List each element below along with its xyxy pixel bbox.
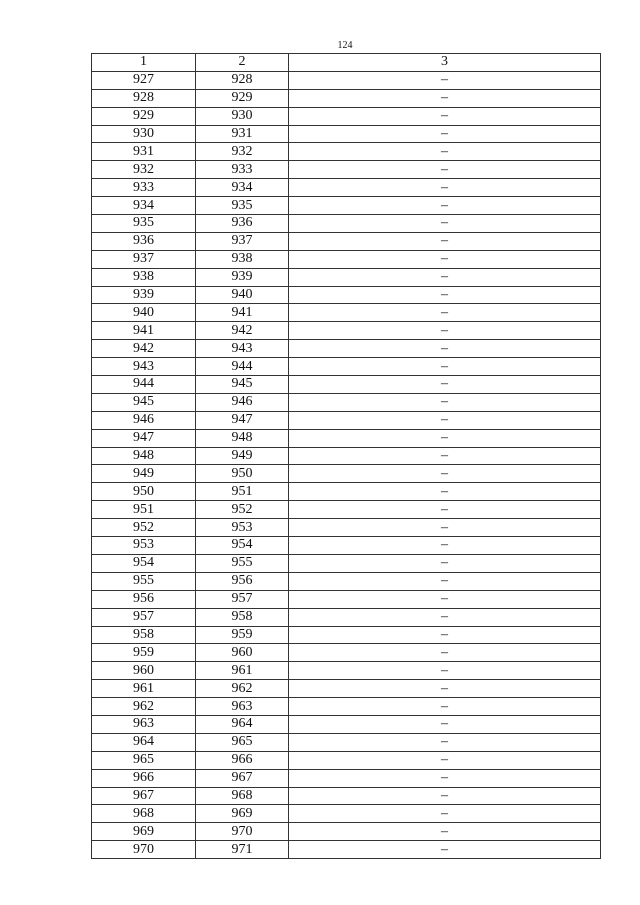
table-cell-col-3: – bbox=[289, 340, 601, 358]
table-row bbox=[92, 823, 601, 841]
table-cell-col-3: – bbox=[289, 447, 601, 465]
table-row bbox=[92, 143, 601, 161]
table-cell-col-3: – bbox=[289, 304, 601, 322]
table-cell-col-3: – bbox=[289, 787, 601, 805]
table-row bbox=[92, 125, 601, 143]
table-cell-col-3: – bbox=[289, 715, 601, 733]
table-cell-col-2: 962 bbox=[196, 680, 289, 698]
table-cell-col-2: 968 bbox=[196, 787, 289, 805]
table-cell-col-3: – bbox=[289, 286, 601, 304]
table-cell-col-1: 937 bbox=[92, 250, 196, 268]
table-cell-col-3: – bbox=[289, 733, 601, 751]
table-row bbox=[92, 626, 601, 644]
table-cell-col-1: 931 bbox=[92, 143, 196, 161]
table-cell-col-2: 954 bbox=[196, 537, 289, 555]
table-cell-col-2: 942 bbox=[196, 322, 289, 340]
table-cell-col-1: 968 bbox=[92, 805, 196, 823]
table-row bbox=[92, 71, 601, 89]
table-cell-col-3: – bbox=[289, 519, 601, 537]
table-cell-col-3: – bbox=[289, 429, 601, 447]
table-cell-col-2: 946 bbox=[196, 393, 289, 411]
page-number: 124 bbox=[337, 40, 353, 51]
table-cell-col-2: 951 bbox=[196, 483, 289, 501]
table-cell-col-2: 964 bbox=[196, 715, 289, 733]
table-cell-col-1: 961 bbox=[92, 680, 196, 698]
table-cell-col-1: 965 bbox=[92, 751, 196, 769]
table-cell-col-2: 963 bbox=[196, 698, 289, 716]
table-cell-col-1: 962 bbox=[92, 698, 196, 716]
column-header-3: 3 bbox=[289, 54, 601, 72]
table-cell-col-3: – bbox=[289, 554, 601, 572]
table-cell-col-1: 970 bbox=[92, 841, 196, 859]
table-cell-col-1: 955 bbox=[92, 572, 196, 590]
header-row bbox=[92, 54, 601, 72]
table-cell-col-1: 936 bbox=[92, 232, 196, 250]
table-cell-col-1: 938 bbox=[92, 268, 196, 286]
table-cell-col-1: 942 bbox=[92, 340, 196, 358]
table-row bbox=[92, 215, 601, 233]
table-cell-col-3: – bbox=[289, 179, 601, 197]
table-cell-col-3: – bbox=[289, 197, 601, 215]
table-row bbox=[92, 340, 601, 358]
table-row bbox=[92, 662, 601, 680]
table-row bbox=[92, 179, 601, 197]
table-cell-col-2: 928 bbox=[196, 71, 289, 89]
table-cell-col-1: 950 bbox=[92, 483, 196, 501]
table-row bbox=[92, 232, 601, 250]
table-row bbox=[92, 304, 601, 322]
table-cell-col-3: – bbox=[289, 698, 601, 716]
table-cell-col-3: – bbox=[289, 465, 601, 483]
table-cell-col-1: 930 bbox=[92, 125, 196, 143]
table-row bbox=[92, 483, 601, 501]
table-cell-col-3: – bbox=[289, 215, 601, 233]
table-row bbox=[92, 751, 601, 769]
table-cell-col-1: 948 bbox=[92, 447, 196, 465]
table-cell-col-2: 966 bbox=[196, 751, 289, 769]
table-cell-col-1: 964 bbox=[92, 733, 196, 751]
table-row bbox=[92, 197, 601, 215]
table-cell-col-1: 956 bbox=[92, 590, 196, 608]
table-cell-col-1: 927 bbox=[92, 71, 196, 89]
table-row bbox=[92, 733, 601, 751]
table-cell-col-1: 928 bbox=[92, 89, 196, 107]
table-cell-col-2: 930 bbox=[196, 107, 289, 125]
table-cell-col-2: 956 bbox=[196, 572, 289, 590]
table-row bbox=[92, 644, 601, 662]
table-cell-col-2: 934 bbox=[196, 179, 289, 197]
table-cell-col-2: 959 bbox=[196, 626, 289, 644]
table-cell-col-2: 935 bbox=[196, 197, 289, 215]
table-row bbox=[92, 608, 601, 626]
table-cell-col-3: – bbox=[289, 572, 601, 590]
table-cell-col-1: 932 bbox=[92, 161, 196, 179]
table-cell-col-3: – bbox=[289, 841, 601, 859]
table-cell-col-2: 953 bbox=[196, 519, 289, 537]
table-row bbox=[92, 787, 601, 805]
table-header bbox=[92, 54, 601, 72]
table-cell-col-1: 933 bbox=[92, 179, 196, 197]
table-row bbox=[92, 554, 601, 572]
table-cell-col-2: 939 bbox=[196, 268, 289, 286]
table-cell-col-1: 946 bbox=[92, 411, 196, 429]
table-row bbox=[92, 358, 601, 376]
table-row bbox=[92, 501, 601, 519]
table-cell-col-1: 953 bbox=[92, 537, 196, 555]
column-header-1: 1 bbox=[92, 54, 196, 72]
table-cell-col-2: 955 bbox=[196, 554, 289, 572]
table-cell-col-2: 938 bbox=[196, 250, 289, 268]
table-row bbox=[92, 429, 601, 447]
table-row bbox=[92, 393, 601, 411]
table-cell-col-3: – bbox=[289, 537, 601, 555]
table-cell-col-3: – bbox=[289, 501, 601, 519]
table-cell-col-2: 970 bbox=[196, 823, 289, 841]
table-cell-col-1: 959 bbox=[92, 644, 196, 662]
table-cell-col-2: 944 bbox=[196, 358, 289, 376]
table-cell-col-3: – bbox=[289, 769, 601, 787]
table-cell-col-1: 947 bbox=[92, 429, 196, 447]
table-cell-col-2: 961 bbox=[196, 662, 289, 680]
table-cell-col-3: – bbox=[289, 823, 601, 841]
table-cell-col-1: 934 bbox=[92, 197, 196, 215]
table-cell-col-3: – bbox=[289, 125, 601, 143]
table-cell-col-3: – bbox=[289, 268, 601, 286]
table-cell-col-3: – bbox=[289, 358, 601, 376]
table-row bbox=[92, 411, 601, 429]
table-cell-col-1: 940 bbox=[92, 304, 196, 322]
table-cell-col-1: 941 bbox=[92, 322, 196, 340]
table-cell-col-3: – bbox=[289, 89, 601, 107]
table-cell-col-2: 965 bbox=[196, 733, 289, 751]
table-cell-col-3: – bbox=[289, 590, 601, 608]
table-cell-col-3: – bbox=[289, 376, 601, 394]
table-cell-col-1: 949 bbox=[92, 465, 196, 483]
table-row bbox=[92, 715, 601, 733]
data-table bbox=[91, 53, 601, 859]
table-cell-col-1: 943 bbox=[92, 358, 196, 376]
table-cell-col-2: 958 bbox=[196, 608, 289, 626]
table-row bbox=[92, 89, 601, 107]
table-cell-col-2: 950 bbox=[196, 465, 289, 483]
table-cell-col-1: 952 bbox=[92, 519, 196, 537]
table-cell-col-1: 966 bbox=[92, 769, 196, 787]
table-cell-col-3: – bbox=[289, 161, 601, 179]
table-row bbox=[92, 841, 601, 859]
table-cell-col-1: 939 bbox=[92, 286, 196, 304]
table-cell-col-3: – bbox=[289, 250, 601, 268]
table-cell-col-2: 936 bbox=[196, 215, 289, 233]
table-row bbox=[92, 680, 601, 698]
table-cell-col-3: – bbox=[289, 626, 601, 644]
table-row bbox=[92, 250, 601, 268]
table-cell-col-1: 960 bbox=[92, 662, 196, 680]
table-cell-col-3: – bbox=[289, 393, 601, 411]
table-row bbox=[92, 537, 601, 555]
table-body bbox=[92, 71, 601, 858]
table-cell-col-2: 931 bbox=[196, 125, 289, 143]
table-cell-col-2: 943 bbox=[196, 340, 289, 358]
table-row bbox=[92, 572, 601, 590]
table-cell-col-3: – bbox=[289, 232, 601, 250]
table-cell-col-3: – bbox=[289, 805, 601, 823]
table-cell-col-1: 944 bbox=[92, 376, 196, 394]
table-cell-col-1: 963 bbox=[92, 715, 196, 733]
table-cell-col-3: – bbox=[289, 662, 601, 680]
table-cell-col-2: 949 bbox=[196, 447, 289, 465]
table-cell-col-2: 952 bbox=[196, 501, 289, 519]
table-row bbox=[92, 590, 601, 608]
table-cell-col-3: – bbox=[289, 322, 601, 340]
table-cell-col-3: – bbox=[289, 680, 601, 698]
table-cell-col-2: 937 bbox=[196, 232, 289, 250]
table-cell-col-3: – bbox=[289, 751, 601, 769]
table-cell-col-1: 967 bbox=[92, 787, 196, 805]
table-cell-col-2: 940 bbox=[196, 286, 289, 304]
table-cell-col-2: 932 bbox=[196, 143, 289, 161]
table-row bbox=[92, 769, 601, 787]
table-row bbox=[92, 698, 601, 716]
table-row bbox=[92, 519, 601, 537]
table-cell-col-3: – bbox=[289, 71, 601, 89]
table-cell-col-1: 954 bbox=[92, 554, 196, 572]
table-row bbox=[92, 268, 601, 286]
table-cell-col-2: 971 bbox=[196, 841, 289, 859]
table-cell-col-3: – bbox=[289, 107, 601, 125]
table-row bbox=[92, 465, 601, 483]
table-row bbox=[92, 286, 601, 304]
table-cell-col-2: 957 bbox=[196, 590, 289, 608]
table-cell-col-1: 958 bbox=[92, 626, 196, 644]
table-cell-col-2: 941 bbox=[196, 304, 289, 322]
table-row bbox=[92, 805, 601, 823]
table-cell-col-2: 960 bbox=[196, 644, 289, 662]
table-cell-col-2: 933 bbox=[196, 161, 289, 179]
table-cell-col-1: 929 bbox=[92, 107, 196, 125]
table-row bbox=[92, 161, 601, 179]
table-row bbox=[92, 447, 601, 465]
table-cell-col-1: 935 bbox=[92, 215, 196, 233]
table-row bbox=[92, 376, 601, 394]
table-cell-col-3: – bbox=[289, 644, 601, 662]
table-cell-col-1: 951 bbox=[92, 501, 196, 519]
table-cell-col-2: 967 bbox=[196, 769, 289, 787]
table-cell-col-3: – bbox=[289, 608, 601, 626]
table-cell-col-3: – bbox=[289, 411, 601, 429]
table-cell-col-2: 929 bbox=[196, 89, 289, 107]
table-row bbox=[92, 107, 601, 125]
table-cell-col-2: 947 bbox=[196, 411, 289, 429]
table-cell-col-2: 948 bbox=[196, 429, 289, 447]
column-header-2: 2 bbox=[196, 54, 289, 72]
table-cell-col-1: 969 bbox=[92, 823, 196, 841]
table-row bbox=[92, 322, 601, 340]
table-cell-col-1: 945 bbox=[92, 393, 196, 411]
table-cell-col-2: 945 bbox=[196, 376, 289, 394]
table-cell-col-3: – bbox=[289, 483, 601, 501]
table-cell-col-1: 957 bbox=[92, 608, 196, 626]
table-cell-col-2: 969 bbox=[196, 805, 289, 823]
table-cell-col-3: – bbox=[289, 143, 601, 161]
